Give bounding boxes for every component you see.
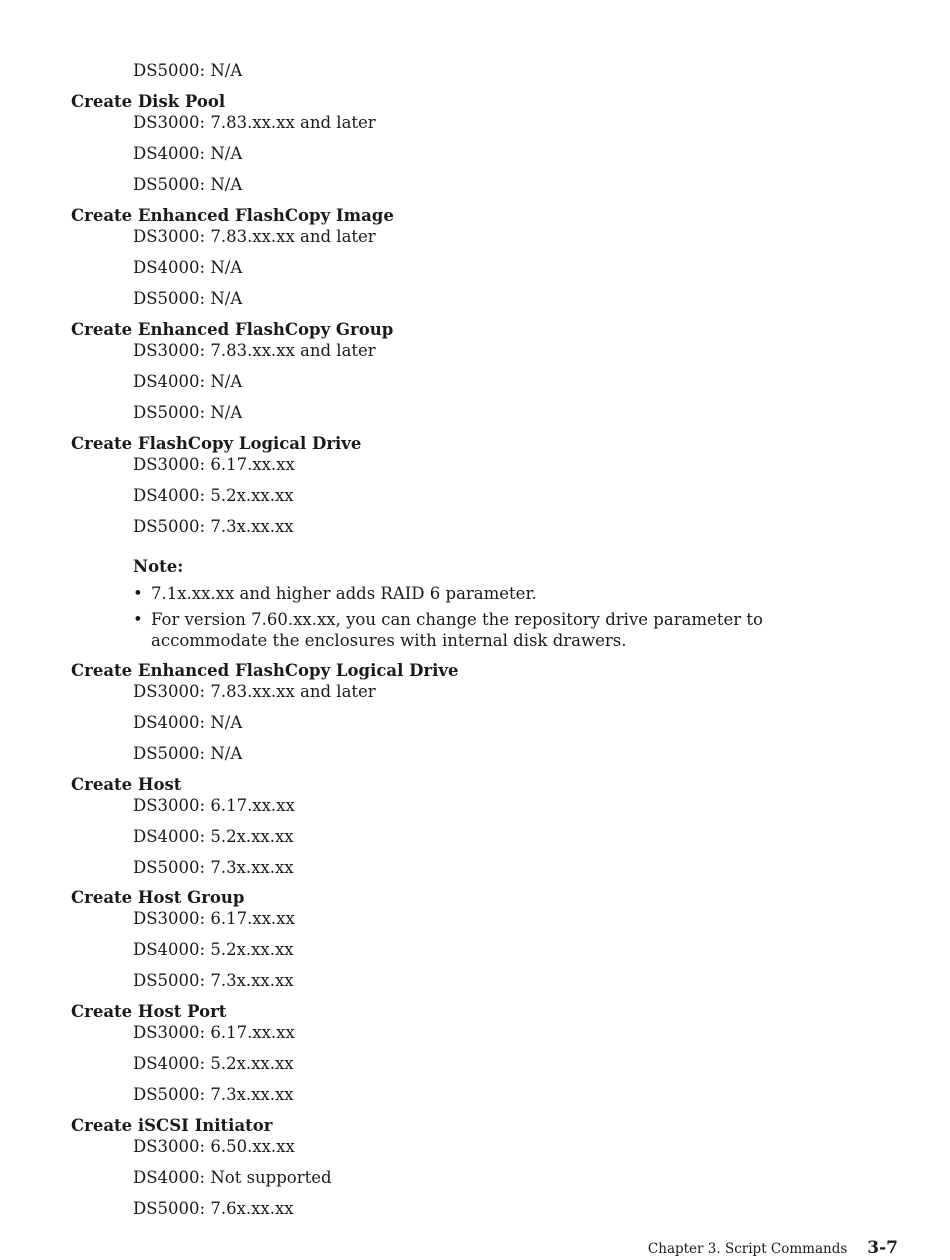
version-line: DS4000: Not supported [133, 1168, 332, 1187]
version-line: DS3000: 7.83.xx.xx and later [133, 113, 376, 132]
version-line: DS5000: N/A [133, 175, 243, 194]
section-heading: Create FlashCopy Logical Drive [71, 434, 362, 453]
section-heading: Create Host Port [71, 1002, 227, 1021]
version-line: DS5000: N/A [133, 289, 243, 308]
version-line: DS3000: 7.83.xx.xx and later [133, 341, 376, 360]
version-line: DS4000: 5.2x.xx.xx [133, 1054, 294, 1073]
version-line: DS5000: 7.3x.xx.xx [133, 971, 294, 990]
note-label: Note: [133, 557, 184, 576]
version-line: DS3000: 6.17.xx.xx [133, 1023, 295, 1042]
section-heading: Create iSCSI Initiator [71, 1116, 273, 1135]
bullet-icon: • [133, 584, 143, 603]
version-line: DS5000: N/A [133, 403, 243, 422]
version-line: DS3000: 7.83.xx.xx and later [133, 227, 376, 246]
version-line: DS4000: N/A [133, 258, 243, 277]
page-number: 3-7 [867, 1238, 898, 1258]
section-heading: Create Host Group [71, 888, 245, 907]
version-line: DS4000: N/A [133, 713, 243, 732]
section-heading: Create Enhanced FlashCopy Group [71, 320, 394, 339]
version-line: DS5000: 7.6x.xx.xx [133, 1199, 294, 1218]
version-line: DS4000: 5.2x.xx.xx [133, 940, 294, 959]
version-line: DS4000: N/A [133, 144, 243, 163]
version-line: DS3000: 6.17.xx.xx [133, 455, 295, 474]
version-line: DS5000: 7.3x.xx.xx [133, 1085, 294, 1104]
note-item: For version 7.60.xx.xx, you can change the repository drive parameter to accommodate the enclosures with internal disk drawers. [151, 610, 763, 650]
version-line: DS5000: N/A [133, 61, 243, 80]
footer-chapter: Chapter 3. Script Commands [647, 1241, 848, 1257]
bullet-icon: • [133, 610, 143, 629]
section-heading: Create Enhanced FlashCopy Logical Drive [71, 661, 459, 680]
version-line: DS3000: 6.17.xx.xx [133, 796, 295, 815]
page-footer [648, 1238, 898, 1258]
section-heading: Create Host [71, 775, 182, 794]
version-line: DS4000: 5.2x.xx.xx [133, 827, 294, 846]
version-line: DS3000: 6.50.xx.xx [133, 1137, 295, 1156]
version-line: DS5000: 7.3x.xx.xx [133, 517, 294, 536]
version-line: DS4000: 5.2x.xx.xx [133, 486, 294, 505]
version-line: DS5000: N/A [133, 744, 243, 763]
version-line: DS3000: 7.83.xx.xx and later [133, 682, 376, 701]
note-item: 7.1x.xx.xx and higher adds RAID 6 parameter. [151, 584, 537, 603]
version-line: DS5000: 7.3x.xx.xx [133, 858, 294, 877]
version-line: DS3000: 6.17.xx.xx [133, 909, 295, 928]
section-heading: Create Disk Pool [71, 92, 226, 111]
version-line: DS4000: N/A [133, 372, 243, 391]
section-heading: Create Enhanced FlashCopy Image [71, 206, 394, 225]
